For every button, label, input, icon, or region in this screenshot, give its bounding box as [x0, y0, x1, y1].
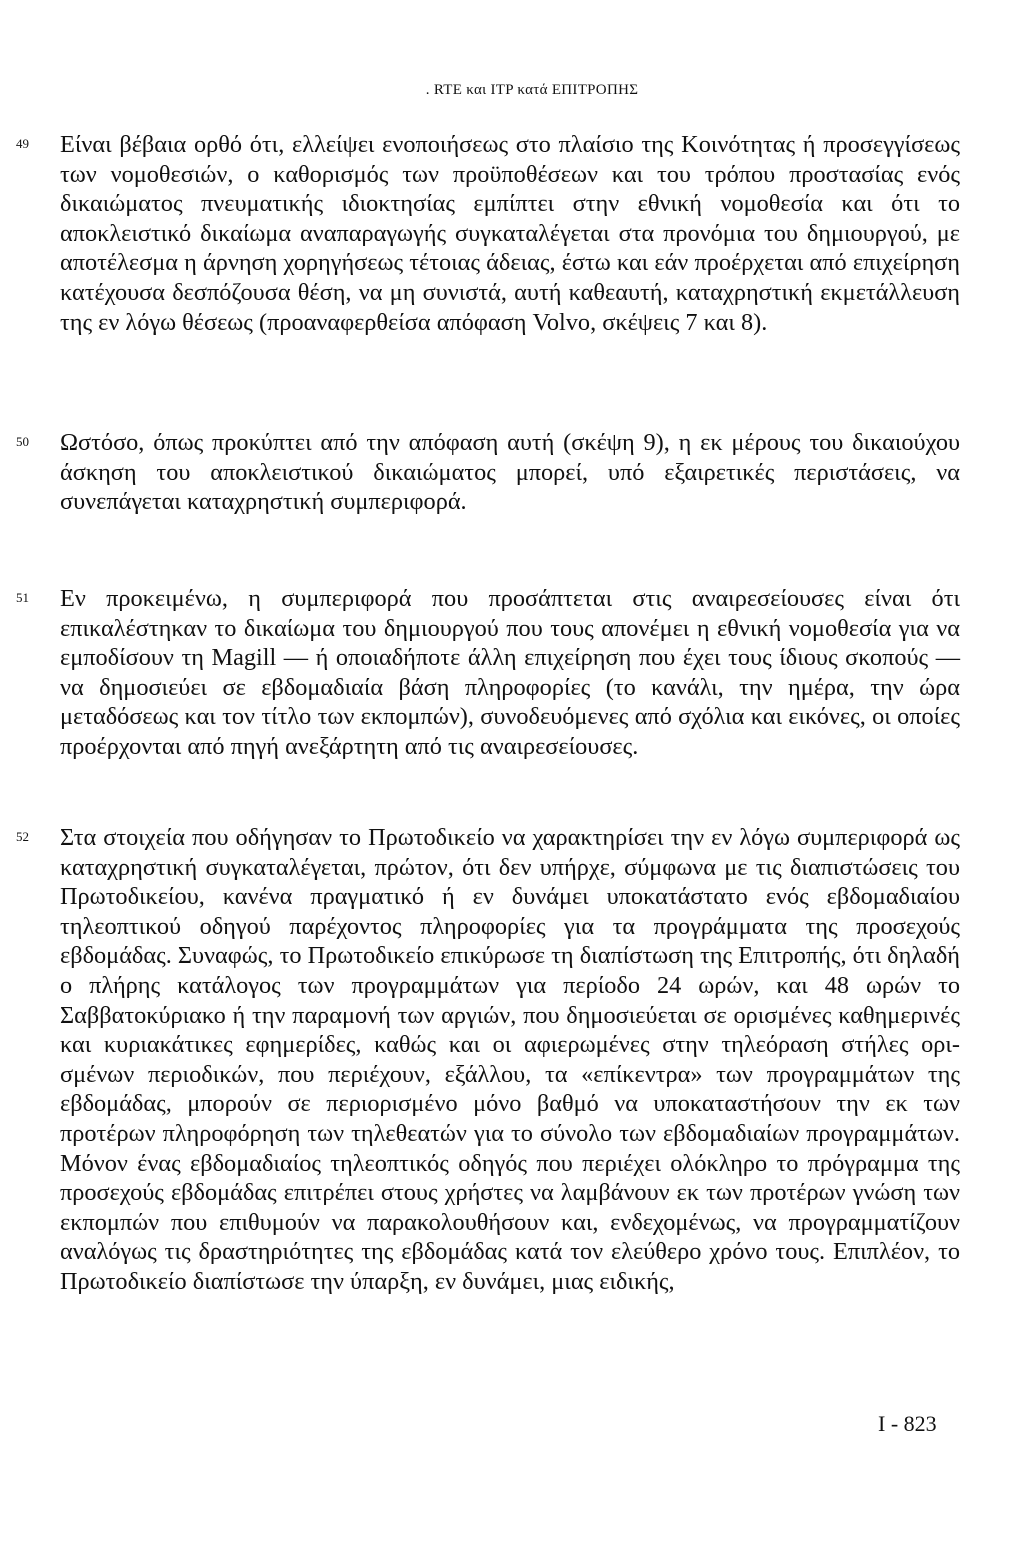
paragraph-text: Ωστόσο, όπως προκύπτει από την απόφαση αυτή (σκέψη 9), η εκ μέρους του δικαιούχου άσκηση του αποκλειστικού δικαιώματος μπορεί, υπό εξαιρετικές περιστάσεις, να συνεπάγεται καταχρηστική συμπεριφορά.	[60, 429, 960, 516]
paragraph-number: 50	[16, 434, 29, 449]
paragraph-number: 49	[16, 136, 29, 151]
paragraph-number: 51	[16, 590, 29, 605]
paragraph-50	[16, 428, 1016, 517]
paragraph-text: Εν προκειμένω, η συμπεριφορά που προσάπτεται στις αναιρεσείουσες είναι ότι επικαλέστηκαν το δικαίωμα του δημιουργού που τους απονέμει η εθνική νομοθεσία για να εμποδίσουν τη Magill — ή οποιαδήποτε άλλη επιχείρηση που έχει τους ίδιους σκοπούς — να δημοσιεύει σε εβδομαδιαία βάση πληροφορίες (το κανάλι, την ημέρα, την ώρα μεταδόσεως και τον τίτλο των εκπομπών), συνοδευόμενες από σχόλια και εικόνες, οι οποίες προέρχονται από πηγή ανεξάρτητη από τις αναιρεσείουσες.	[60, 585, 960, 760]
paragraph-52	[16, 823, 1016, 1297]
paragraph-text: Στα στοιχεία που οδήγησαν το Πρωτοδικείο να χαρακτηρίσει την εν λόγω συμπεριφορά ως καταχρηστική συγκαταλέγεται, πρώτον, ότι δεν υπήρχε, σύμφωνα με τις διαπιστώσεις του Πρωτοδικείου, κανένα πραγματικό ή εν δυνάμει υποκατάστατο ενός εβδομαδιαίου τηλεοπτικού οδηγού παρέχοντος πληροφορίες για τα προγράμματα της προσεχούς εβδομάδας. Συναφώς, το Πρωτοδικείο επικύρωσε τη διαπίστωση της Επιτροπής, ότι δηλαδή ο πλήρης κατάλογος των προγραμμάτων για περίοδο 24 ωρών, και 48 ωρών το Σαββατοκύριακο ή την παραμονή των αργιών, που δημοσιεύεται σε ορισμένες καθημερινές και κυριακάτικες εφημερίδες, καθώς και οι αφιερωμένες στην τηλεόραση στήλες ορισμένων περιοδικών, που περιέχουν, εξάλλου, τα «επίκεντρα» των προγραμμάτων της εβδομάδας, μπορούν σε περιορισμένο μόνο βαθμό να υποκαταστήσουν την εκ των προτέρων πληροφόρηση των τηλεθεατών για το σύνολο των εβδομαδιαίων προγραμμάτων. Μόνον ένας εβδομαδιαίος τηλεοπτικός οδηγός που περιέχει ολόκληρο το πρόγραμμα της προσεχούς εβδομάδας επιτρέπει στους χρήστες να λαμβάνουν εκ των προτέρων γνώση των εκπομπών που επιθυμούν να παρακολουθήσουν και, ενδεχομένως, να προγραμματίζουν αναλόγως τις δραστηριότητες της εβδομάδας κατά τον ελεύθερο χρόνο τους. Επιπλέον, το Πρωτοδικείο διαπίστωσε την ύπαρξη, εν δυνάμει, μιας ειδικής,	[60, 824, 960, 1295]
paragraph-text: Είναι βέβαια ορθό ότι, ελλείψει ενοποιήσεως στο πλαίσιο της Κοινότητας ή προσεγγίσεως των νομοθεσιών, ο καθορισμός των προϋποθέσεων και του τρόπου προστασίας ενός δικαιώματος πνευματικής ιδιοκτησίας εμπίπτει στην εθνική νομοθεσία και ότι το αποκλειστικό δικαίωμα αναπαραγωγής συγκαταλέγεται στα προνόμια του δημιουργού, με αποτέλεσμα η άρνηση χορηγήσεως τέτοιας άδειας, έστω και εάν προέρχεται από επιχείρηση κατέχουσα δεσπόζουσα θέση, να μη συνιστά, αυτή καθεαυτή, καταχρηστική εκμετάλλευση της εν λόγω θέσεως (προαναφερθείσα απόφαση Volvo, σκέψεις 7 και 8).	[60, 131, 960, 336]
running-header: . RTE και ITP κατά ΕΠΙΤΡΟΠΗΣ	[425, 82, 639, 98]
paragraph-number: 52	[16, 829, 29, 844]
page-number: I - 823	[878, 1411, 937, 1436]
paragraph-51	[16, 584, 1016, 762]
paragraph-49	[16, 130, 1016, 337]
